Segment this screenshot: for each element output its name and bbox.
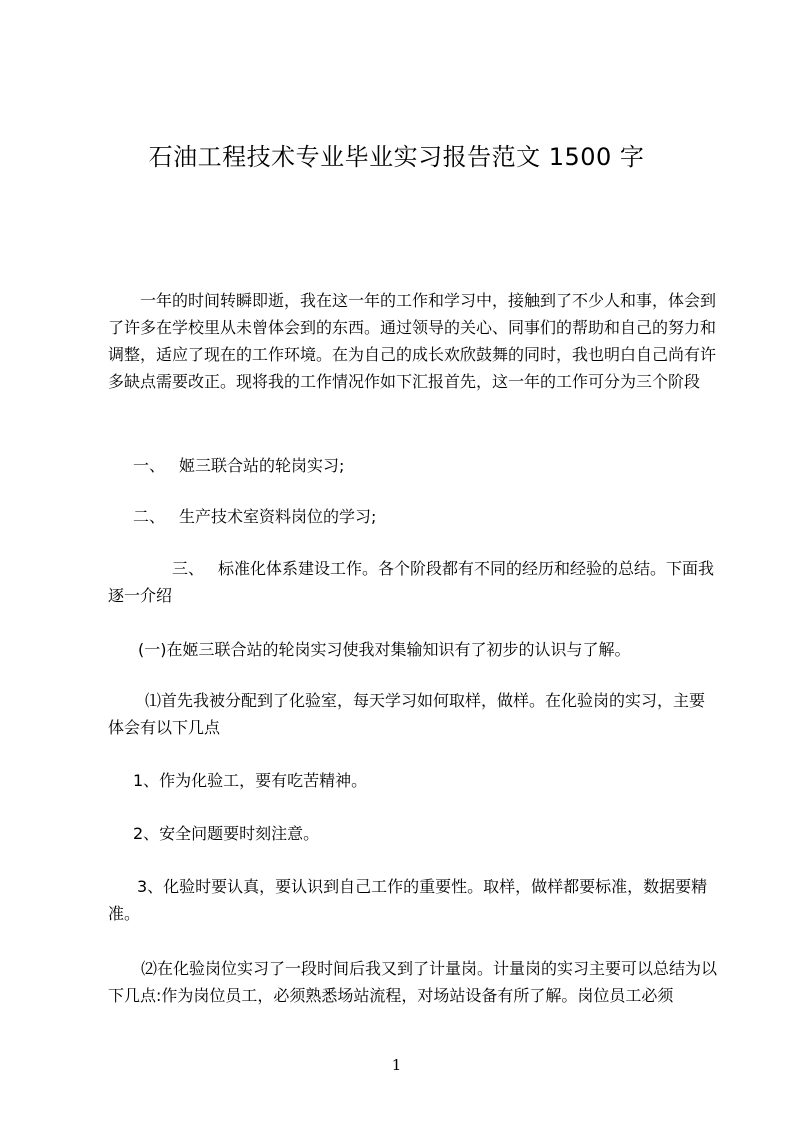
point-item-2: 2、安全问题要时刻注意。	[133, 824, 320, 843]
stage-item-2	[133, 503, 720, 530]
section-c-paragraph: ⑵在化验岗位实习了一段时间后我又到了计量岗。计量岗的实习主要可以总结为以下几点:作为岗位员工，必须熟悉场站流程，对场站设备有所了解。岗位员工必须	[108, 959, 718, 1005]
stage-text: 生产技术室资料岗位的学习;	[179, 507, 377, 526]
point-item-1: 1、作为化验工，要有吃苦精神。	[133, 771, 368, 790]
stage-marker: 二、	[133, 507, 166, 526]
point-item-3: 3、化验时要认真，要认识到自己工作的重要性。取样，做样都要标准，数据要精准。	[108, 877, 708, 923]
stage-item-1	[133, 452, 720, 479]
intro-paragraph: 一年的时间转瞬即逝，我在这一年的工作和学习中，接触到了不少人和事，体会到了许多在学校里从未曾体会到的东西。通过领导的关心、同事们的帮助和自己的努力和调整，适应了现在的工作环境。在为自己的成长欢欣鼓舞的同时，我也明白自己尚有许多缺点需要改正。现将我的工作情况作如下汇报首先，这一年的工作可分为三个阶段	[108, 291, 717, 391]
stage-text: 标准化体系建设工作。各个阶段都有不同的经历和经验的总结。下面我逐一介绍	[108, 559, 715, 605]
stage-marker: 一、	[133, 456, 166, 475]
stage-item-3	[108, 555, 720, 609]
document-title: 石油工程技术专业毕业实习报告范文 1500 字	[148, 143, 645, 171]
stage-marker: 三、	[172, 559, 205, 578]
page-number: 1	[391, 1056, 402, 1074]
stage-text: 姬三联合站的轮岗实习;	[179, 456, 345, 475]
section-a-paragraph: (一)在姬三联合站的轮岗实习使我对集输知识有了初步的认识与了解。	[138, 640, 631, 659]
section-b-paragraph: ⑴首先我被分配到了化验室，每天学习如何取样，做样。在化验岗的实习，主要体会有以下几点	[108, 691, 706, 737]
